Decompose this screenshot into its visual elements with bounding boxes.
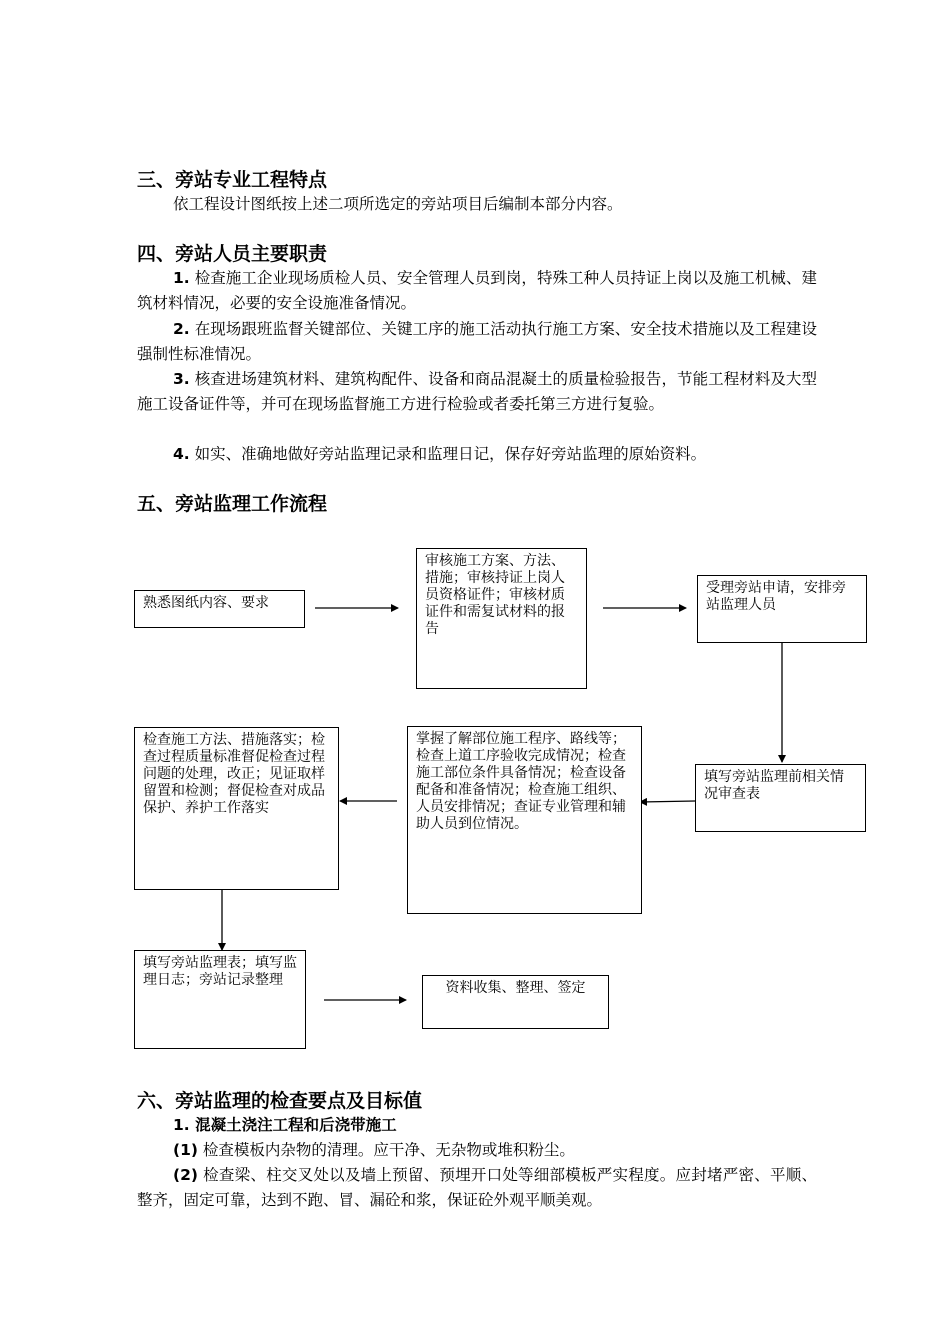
flow-box-check-methods: 检查施工方法、措施落实；检查过程质量标准督促检查过程问题的处理，改正；见证取样留置和检测；督促检查对成品保护、养护工作落实 bbox=[134, 727, 339, 890]
section-4-heading: 四、旁站人员主要职责 bbox=[137, 243, 328, 265]
duty-item-2-text: 在现场跟班监督关键部位、关键工序的施工活动执行施工方案、安全技术措施以及工程建设强制性标准情况。 bbox=[137, 320, 817, 363]
check-item-1-num: (1) bbox=[173, 1141, 198, 1159]
check-item-1 bbox=[137, 1138, 817, 1163]
section-3-heading: 三、旁站专业工程特点 bbox=[137, 169, 328, 191]
flow-box-accept-application: 受理旁站申请，安排旁站监理人员 bbox=[697, 575, 867, 643]
duty-item-4-text: 如实、准确地做好旁站监理记录和监理日记，保存好旁站监理的原始资料。 bbox=[194, 445, 707, 463]
section-3-body: 依工程设计图纸按上述二项所选定的旁站项目后编制本部分内容。 bbox=[173, 195, 623, 213]
duty-item-1-text: 检查施工企业现场质检人员、安全管理人员到岗，特殊工种人员持证上岗以及施工机械、建筑材料情况，必要的安全设施准备情况。 bbox=[137, 269, 817, 312]
duty-item-3-text: 核查进场建筑材料、建筑构配件、设备和商品混凝土的质量检验报告，节能工程材料及大型施工设备证件等，并可在现场监督施工方进行检验或者委托第三方进行复验。 bbox=[137, 370, 817, 413]
flow-box-fill-review-form: 填写旁站监理前相关情况审查表 bbox=[695, 764, 866, 832]
check-item-1-text: 检查模板内杂物的清理。应干净、无杂物或堆积粉尘。 bbox=[202, 1141, 575, 1159]
section-5-heading: 五、旁站监理工作流程 bbox=[137, 493, 328, 515]
flow-box-study-drawings: 熟悉图纸内容、要求 bbox=[134, 590, 305, 628]
flow-box-review-plans: 审核施工方案、方法、措施；审核持证上岗人员资格证件；审核材质证件和需复试材料的报告 bbox=[416, 548, 587, 689]
check-item-2-text: 检查梁、柱交叉处以及墙上预留、预埋开口处等细部模板严实程度。应封堵严密、平顺、整齐，固定可靠，达到不跑、冒、漏砼和浆，保证砼外观平顺美观。 bbox=[137, 1166, 817, 1209]
flow-box-collect-data: 资料收集、整理、签定 bbox=[422, 975, 609, 1029]
flow-box-understand-procedure: 掌握了解部位施工程序、路线等；检查上道工序验收完成情况；检查施工部位条件具备情况；检查设备配备和准备情况；检查施工组织、人员安排情况；查证专业管理和辅助人员到位情况。 bbox=[407, 726, 642, 914]
section-6-subheading: 1. 混凝土浇注工程和后浇带施工 bbox=[173, 1116, 397, 1134]
arrow-b4-b5 bbox=[640, 801, 695, 802]
duty-item-1-num: 1. bbox=[173, 269, 190, 287]
section-6-heading: 六、旁站监理的检查要点及目标值 bbox=[137, 1090, 423, 1112]
duty-item-2-num: 2. bbox=[173, 320, 190, 338]
flow-box-fill-records: 填写旁站监理表；填写监理日志；旁站记录整理 bbox=[134, 950, 306, 1049]
check-item-2 bbox=[137, 1163, 817, 1213]
duty-item-4-num: 4. bbox=[173, 445, 190, 463]
check-item-2-num: (2) bbox=[173, 1166, 198, 1184]
duty-item-3-num: 3. bbox=[173, 370, 190, 388]
